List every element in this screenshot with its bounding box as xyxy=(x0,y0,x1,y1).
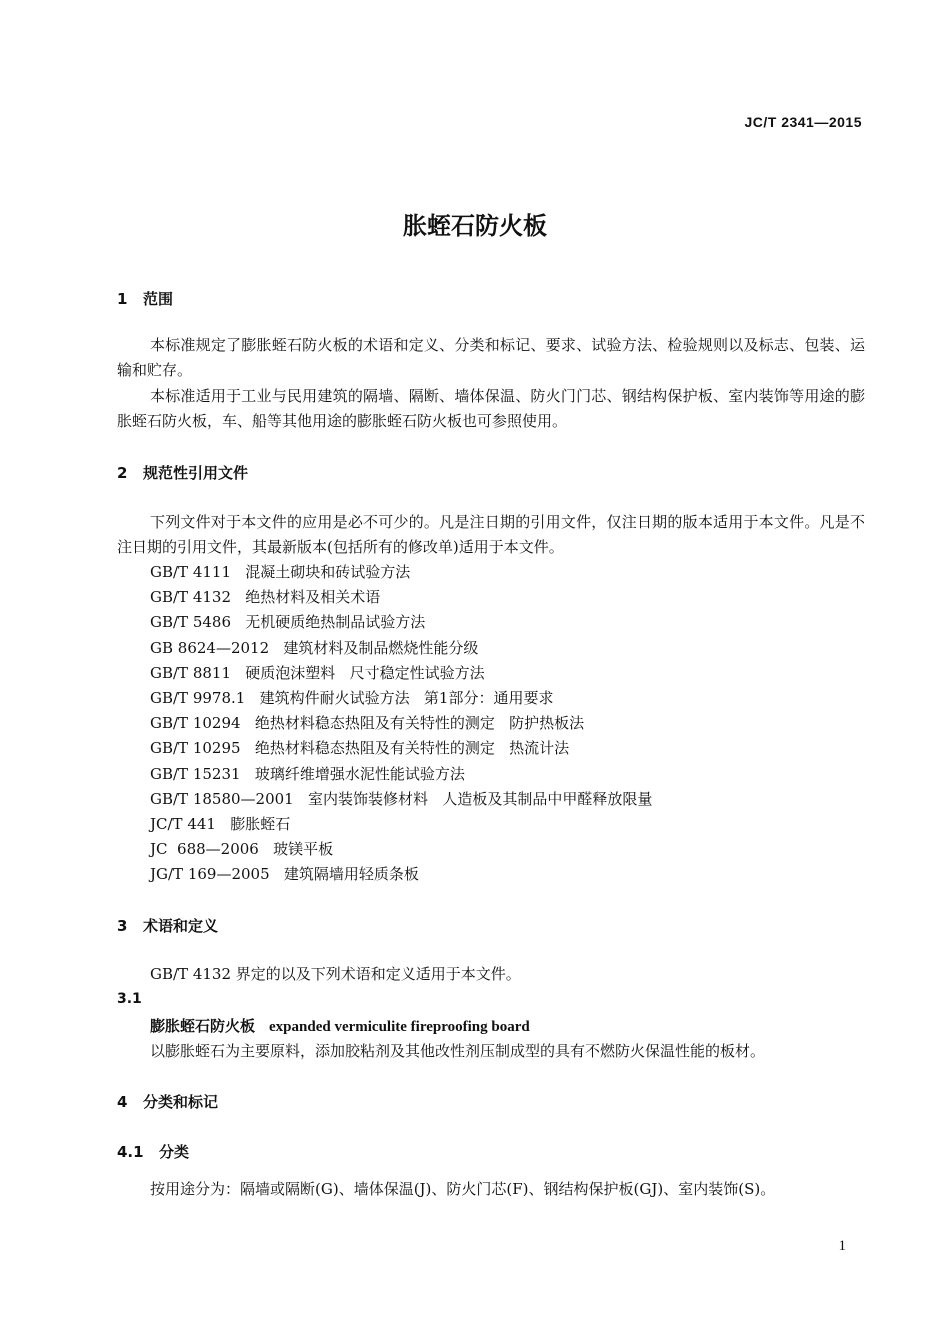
section-number: 4 xyxy=(117,1093,128,1111)
section-1-heading xyxy=(117,288,173,309)
term-definition: 以膨胀蛭石为主要原料，添加胶粘剂及其他改性剂压制成型的具有不燃防火保温性能的板材。 xyxy=(150,1042,766,1060)
reference-item: GB/T 5486 无机硬质绝热制品试验方法 xyxy=(150,613,426,632)
section-2-heading xyxy=(117,462,248,483)
page-number: 1 xyxy=(838,1238,846,1254)
section-3-heading xyxy=(117,915,218,936)
reference-item: GB/T 10295 绝热材料稳态热阻及有关特性的测定 热流计法 xyxy=(150,739,570,758)
reference-item: JC 688—2006 玻镁平板 xyxy=(150,840,334,859)
subsection-number: 4.1 xyxy=(117,1143,144,1161)
standard-code: JC/T 2341—2015 xyxy=(744,114,862,130)
section-number: 1 xyxy=(117,290,128,308)
reference-item: GB/T 4132 绝热材料及相关术语 xyxy=(150,588,381,607)
reference-item: GB/T 9978.1 建筑构件耐火试验方法 第1部分：通用要求 xyxy=(150,688,554,707)
reference-item: GB/T 15231 玻璃纤维增强水泥性能试验方法 xyxy=(150,764,465,783)
section-title: 术语和定义 xyxy=(143,917,219,935)
terms-intro: GB/T 4132 界定的以及下列术语和定义适用于本文件。 xyxy=(150,965,521,983)
section-title: 分类和标记 xyxy=(143,1093,219,1111)
subsection-4-1-heading xyxy=(117,1141,189,1162)
reference-item: JG/T 169—2005 建筑隔墙用轻质条板 xyxy=(150,865,419,884)
term-chinese: 膨胀蛭石防火板 xyxy=(150,1017,256,1035)
scope-paragraph-1: 本标准规定了膨胀蛭石防火板的术语和定义、分类和标记、要求、试验方法、检验规则以及标志、包装、运输和贮存。 xyxy=(117,336,865,379)
subsection-number: 3.1 xyxy=(117,991,142,1007)
references-intro: 下列文件对于本文件的应用是必不可少的。凡是注日期的引用文件，仅注日期的版本适用于本文件。凡是不注日期的引用文件，其最新版本(包括所有的修改单)适用于本文件。 xyxy=(117,513,865,556)
term-english: expanded vermiculite fireproofing board xyxy=(269,1019,530,1035)
section-4-heading xyxy=(117,1091,218,1112)
subsection-title: 分类 xyxy=(159,1143,190,1161)
reference-item: GB/T 4111 混凝土砌块和砖试验方法 xyxy=(150,563,411,581)
reference-item: GB/T 18580—2001 室内装饰装修材料 人造板及其制品中甲醛释放限量 xyxy=(150,789,653,808)
term-entry xyxy=(150,1015,530,1036)
reference-item: GB 8624—2012 建筑材料及制品燃烧性能分级 xyxy=(150,638,479,657)
reference-item: GB/T 8811 硬质泡沫塑料 尺寸稳定性试验方法 xyxy=(150,663,485,682)
reference-item: JC/T 441 膨胀蛭石 xyxy=(150,814,291,833)
reference-item: GB/T 10294 绝热材料稳态热阻及有关特性的测定 防护热板法 xyxy=(150,714,585,733)
classification-text: 按用途分为：隔墙或隔断(G)、墙体保温(J)、防火门芯(F)、钢结构保护板(GJ)、室内装饰(S)。 xyxy=(150,1180,776,1198)
document-title: 胀蛭石防火板 xyxy=(403,212,547,240)
section-title: 范围 xyxy=(143,290,174,308)
section-number: 2 xyxy=(117,464,128,482)
section-number: 3 xyxy=(117,917,128,935)
scope-paragraph-2: 本标准适用于工业与民用建筑的隔墙、隔断、墙体保温、防火门门芯、钢结构保护板、室内装饰等用途的膨胀蛭石防火板，车、船等其他用途的膨胀蛭石防火板也可参照使用。 xyxy=(117,387,865,430)
section-title: 规范性引用文件 xyxy=(143,464,249,482)
reference-list xyxy=(150,560,652,887)
